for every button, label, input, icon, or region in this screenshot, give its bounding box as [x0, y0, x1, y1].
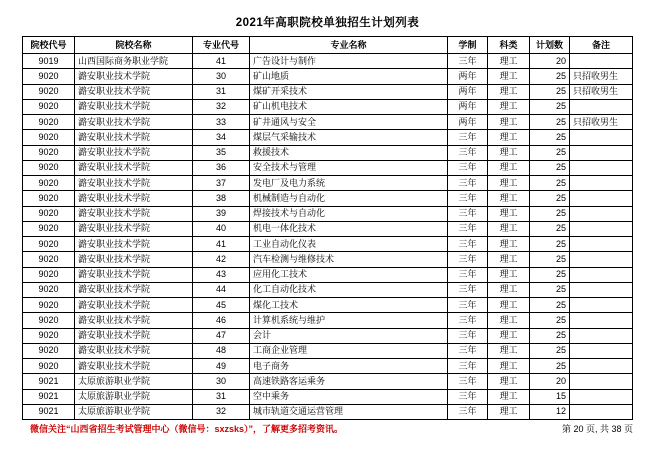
cell: 理工 [488, 130, 530, 145]
cell: 三年 [448, 160, 488, 175]
cell: 25 [530, 313, 570, 328]
cell: 理工 [488, 267, 530, 282]
cell: 25 [530, 267, 570, 282]
cell: 30 [193, 69, 250, 84]
cell [570, 343, 633, 358]
cell: 城市轨道交通运营管理 [250, 404, 448, 419]
cell: 43 [193, 267, 250, 282]
cell: 9021 [23, 389, 75, 404]
cell: 25 [530, 115, 570, 130]
cell: 20 [530, 374, 570, 389]
cell [570, 99, 633, 114]
cell: 两年 [448, 84, 488, 99]
cell: 25 [530, 130, 570, 145]
cell: 46 [193, 313, 250, 328]
column-header: 备注 [570, 37, 633, 54]
cell [570, 298, 633, 313]
cell: 汽车检测与维修技术 [250, 252, 448, 267]
cell: 化工自动化技术 [250, 282, 448, 297]
cell: 三年 [448, 206, 488, 221]
table-row [23, 374, 633, 389]
cell: 9020 [23, 221, 75, 236]
cell: 太原旅游职业学院 [75, 389, 193, 404]
cell: 焊接技术与自动化 [250, 206, 448, 221]
column-header: 专业代号 [193, 37, 250, 54]
enrollment-plan-table [22, 36, 633, 420]
cell: 潞安职业技术学院 [75, 252, 193, 267]
cell: 潞安职业技术学院 [75, 313, 193, 328]
cell: 理工 [488, 374, 530, 389]
cell: 33 [193, 115, 250, 130]
table-body [23, 54, 633, 420]
cell: 潞安职业技术学院 [75, 206, 193, 221]
cell [570, 206, 633, 221]
cell: 9020 [23, 145, 75, 160]
cell: 25 [530, 176, 570, 191]
cell: 三年 [448, 359, 488, 374]
cell: 会计 [250, 328, 448, 343]
cell [570, 130, 633, 145]
table-row [23, 343, 633, 358]
cell: 两年 [448, 99, 488, 114]
cell [570, 160, 633, 175]
cell: 25 [530, 282, 570, 297]
cell: 只招收男生 [570, 115, 633, 130]
cell: 9020 [23, 160, 75, 175]
cell: 矿井通风与安全 [250, 115, 448, 130]
cell: 理工 [488, 328, 530, 343]
cell: 39 [193, 206, 250, 221]
cell: 25 [530, 69, 570, 84]
cell [570, 267, 633, 282]
cell: 25 [530, 252, 570, 267]
cell: 太原旅游职业学院 [75, 374, 193, 389]
cell: 潞安职业技术学院 [75, 130, 193, 145]
cell: 41 [193, 237, 250, 252]
cell: 理工 [488, 206, 530, 221]
cell: 32 [193, 99, 250, 114]
cell: 发电厂及电力系统 [250, 176, 448, 191]
cell: 三年 [448, 145, 488, 160]
cell: 理工 [488, 191, 530, 206]
cell [570, 404, 633, 419]
cell: 工业自动化仪表 [250, 237, 448, 252]
cell: 煤矿开采技术 [250, 84, 448, 99]
cell [570, 389, 633, 404]
cell: 救援技术 [250, 145, 448, 160]
cell: 41 [193, 54, 250, 69]
cell: 30 [193, 374, 250, 389]
cell: 9020 [23, 359, 75, 374]
cell: 25 [530, 145, 570, 160]
cell: 40 [193, 221, 250, 236]
cell: 理工 [488, 252, 530, 267]
cell: 理工 [488, 84, 530, 99]
cell: 三年 [448, 404, 488, 419]
cell: 理工 [488, 298, 530, 313]
cell: 广告设计与制作 [250, 54, 448, 69]
cell: 三年 [448, 221, 488, 236]
cell: 煤层气采输技术 [250, 130, 448, 145]
table-row [23, 237, 633, 252]
cell: 煤化工技术 [250, 298, 448, 313]
table-row [23, 328, 633, 343]
cell: 潞安职业技术学院 [75, 69, 193, 84]
cell: 潞安职业技术学院 [75, 237, 193, 252]
cell: 潞安职业技术学院 [75, 176, 193, 191]
table-row [23, 130, 633, 145]
cell: 理工 [488, 404, 530, 419]
cell: 31 [193, 389, 250, 404]
cell: 潞安职业技术学院 [75, 160, 193, 175]
cell: 25 [530, 298, 570, 313]
cell: 潞安职业技术学院 [75, 115, 193, 130]
cell: 理工 [488, 54, 530, 69]
cell: 理工 [488, 313, 530, 328]
cell: 三年 [448, 237, 488, 252]
cell: 理工 [488, 343, 530, 358]
cell [570, 374, 633, 389]
wechat-notice: 微信关注“山西省招生考试管理中心（微信号：sxzsks）”，了解更多招考资讯。 [30, 424, 344, 434]
cell: 25 [530, 160, 570, 175]
cell: 9020 [23, 176, 75, 191]
cell: 理工 [488, 115, 530, 130]
cell: 理工 [488, 389, 530, 404]
table-row [23, 282, 633, 297]
cell [570, 191, 633, 206]
cell: 高速铁路客运乘务 [250, 374, 448, 389]
cell: 9020 [23, 328, 75, 343]
cell: 25 [530, 359, 570, 374]
cell: 9020 [23, 191, 75, 206]
page-indicator: 第 20 页, 共 38 页 [561, 424, 633, 434]
cell: 9020 [23, 267, 75, 282]
column-header: 学制 [448, 37, 488, 54]
cell: 潞安职业技术学院 [75, 298, 193, 313]
table-row [23, 404, 633, 419]
cell: 25 [530, 237, 570, 252]
table-row [23, 313, 633, 328]
cell: 电子商务 [250, 359, 448, 374]
cell: 理工 [488, 176, 530, 191]
cell: 潞安职业技术学院 [75, 221, 193, 236]
column-header: 科类 [488, 37, 530, 54]
table-row [23, 145, 633, 160]
cell: 三年 [448, 54, 488, 69]
cell: 34 [193, 130, 250, 145]
column-header: 院校代号 [23, 37, 75, 54]
cell: 9019 [23, 54, 75, 69]
cell: 理工 [488, 282, 530, 297]
cell: 空中乘务 [250, 389, 448, 404]
cell [570, 328, 633, 343]
cell: 31 [193, 84, 250, 99]
cell: 45 [193, 298, 250, 313]
table-row [23, 267, 633, 282]
table-row [23, 84, 633, 99]
cell: 矿山地质 [250, 69, 448, 84]
cell: 44 [193, 282, 250, 297]
cell: 25 [530, 221, 570, 236]
cell: 9020 [23, 298, 75, 313]
cell: 48 [193, 343, 250, 358]
cell: 25 [530, 206, 570, 221]
cell: 12 [530, 404, 570, 419]
table-row [23, 206, 633, 221]
table-row [23, 191, 633, 206]
cell: 37 [193, 176, 250, 191]
cell: 9020 [23, 206, 75, 221]
cell: 20 [530, 54, 570, 69]
cell: 15 [530, 389, 570, 404]
column-header: 计划数 [530, 37, 570, 54]
cell: 25 [530, 191, 570, 206]
cell: 潞安职业技术学院 [75, 84, 193, 99]
cell: 9020 [23, 99, 75, 114]
table-row [23, 69, 633, 84]
cell [570, 313, 633, 328]
cell: 三年 [448, 298, 488, 313]
cell: 25 [530, 84, 570, 99]
cell: 理工 [488, 69, 530, 84]
cell: 潞安职业技术学院 [75, 191, 193, 206]
cell: 9020 [23, 115, 75, 130]
table-row [23, 99, 633, 114]
cell: 25 [530, 328, 570, 343]
cell: 潞安职业技术学院 [75, 359, 193, 374]
cell: 计算机系统与维护 [250, 313, 448, 328]
cell: 机械制造与自动化 [250, 191, 448, 206]
cell: 9020 [23, 313, 75, 328]
table-row [23, 54, 633, 69]
cell: 只招收男生 [570, 84, 633, 99]
cell [570, 237, 633, 252]
page-title: 2021年高职院校单独招生计划列表 [235, 17, 420, 29]
cell: 潞安职业技术学院 [75, 343, 193, 358]
cell [570, 176, 633, 191]
cell: 9020 [23, 84, 75, 99]
cell: 三年 [448, 130, 488, 145]
table-row [23, 115, 633, 130]
cell: 太原旅游职业学院 [75, 404, 193, 419]
cell: 三年 [448, 282, 488, 297]
cell: 三年 [448, 252, 488, 267]
cell: 应用化工技术 [250, 267, 448, 282]
cell: 三年 [448, 374, 488, 389]
table-row [23, 160, 633, 175]
cell: 三年 [448, 267, 488, 282]
cell: 两年 [448, 69, 488, 84]
cell: 三年 [448, 343, 488, 358]
cell: 山西国际商务职业学院 [75, 54, 193, 69]
cell: 36 [193, 160, 250, 175]
cell: 35 [193, 145, 250, 160]
table-row [23, 359, 633, 374]
cell: 只招收男生 [570, 69, 633, 84]
cell: 9020 [23, 343, 75, 358]
cell: 理工 [488, 160, 530, 175]
cell [570, 54, 633, 69]
cell: 三年 [448, 313, 488, 328]
cell: 25 [530, 343, 570, 358]
cell: 理工 [488, 359, 530, 374]
cell: 9020 [23, 69, 75, 84]
table-row [23, 252, 633, 267]
cell: 机电一体化技术 [250, 221, 448, 236]
cell: 安全技术与管理 [250, 160, 448, 175]
table-header-row [23, 37, 633, 54]
cell: 25 [530, 99, 570, 114]
table-row [23, 298, 633, 313]
cell: 矿山机电技术 [250, 99, 448, 114]
cell: 三年 [448, 389, 488, 404]
cell: 潞安职业技术学院 [75, 328, 193, 343]
cell: 潞安职业技术学院 [75, 99, 193, 114]
cell: 9021 [23, 374, 75, 389]
cell: 42 [193, 252, 250, 267]
cell: 49 [193, 359, 250, 374]
column-header: 院校名称 [75, 37, 193, 54]
cell: 三年 [448, 176, 488, 191]
cell: 潞安职业技术学院 [75, 282, 193, 297]
cell: 理工 [488, 99, 530, 114]
cell: 潞安职业技术学院 [75, 145, 193, 160]
table-row [23, 389, 633, 404]
cell: 潞安职业技术学院 [75, 267, 193, 282]
cell: 9020 [23, 130, 75, 145]
cell [570, 359, 633, 374]
cell: 理工 [488, 221, 530, 236]
cell [570, 282, 633, 297]
table-row [23, 176, 633, 191]
cell: 9021 [23, 404, 75, 419]
cell: 三年 [448, 191, 488, 206]
table-row [23, 221, 633, 236]
cell [570, 221, 633, 236]
cell: 32 [193, 404, 250, 419]
cell: 38 [193, 191, 250, 206]
cell: 9020 [23, 237, 75, 252]
cell: 三年 [448, 328, 488, 343]
cell: 47 [193, 328, 250, 343]
column-header: 专业名称 [250, 37, 448, 54]
cell [570, 252, 633, 267]
cell: 9020 [23, 252, 75, 267]
cell: 9020 [23, 282, 75, 297]
cell: 两年 [448, 115, 488, 130]
cell [570, 145, 633, 160]
cell: 理工 [488, 237, 530, 252]
cell: 理工 [488, 145, 530, 160]
cell: 工商企业管理 [250, 343, 448, 358]
